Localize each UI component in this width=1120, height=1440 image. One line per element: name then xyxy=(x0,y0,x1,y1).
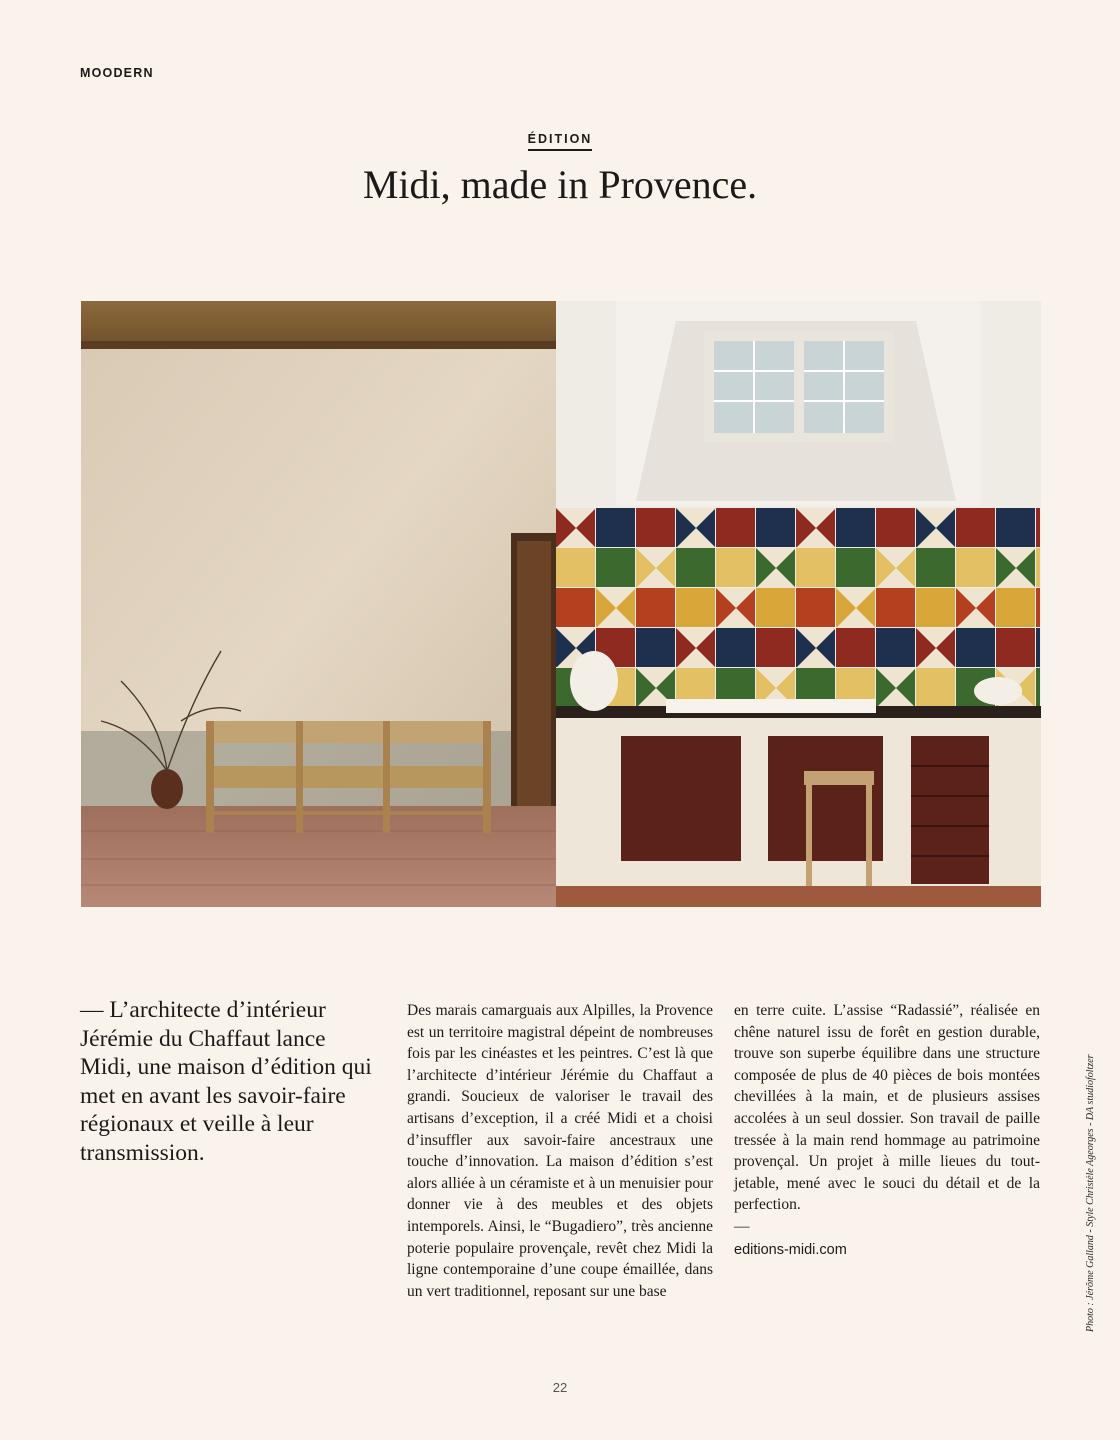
photo-spread xyxy=(81,301,1041,907)
tile xyxy=(716,628,755,667)
tile xyxy=(1036,548,1040,587)
tile xyxy=(836,508,875,547)
tile xyxy=(996,508,1035,547)
tile xyxy=(916,668,955,707)
tile xyxy=(796,548,835,587)
tile xyxy=(956,508,995,547)
tile xyxy=(716,548,755,587)
tile xyxy=(676,548,715,587)
tile xyxy=(556,548,595,587)
tile xyxy=(1036,588,1040,627)
photo-credit: Photo : Jérôme Galland - Style Christèle Ageorges - DA studiofoltzer xyxy=(1085,1054,1096,1332)
tile xyxy=(996,588,1035,627)
tile-backsplash xyxy=(556,508,1040,708)
tile xyxy=(836,548,875,587)
tile xyxy=(836,628,875,667)
tile xyxy=(596,548,635,587)
photo-bench-room xyxy=(81,301,556,907)
tile xyxy=(916,548,955,587)
end-dash: — xyxy=(734,1217,750,1235)
body-column-2-text: en terre cuite. L’assise “Radassié”, réalisée en chêne naturel issu de forêt en gestion durable, trouve son superbe équilibre dans une structure composée de plus de 40 pièces de bois montées chevillées à la main, et de plusieurs assises accolées à un seul dossier. Son travail de paille tressée à la main rend hommage au patrimoine provençal. Un projet à mille lieues du tout-jetable, mené avec le souci du détail et de la perfection. xyxy=(734,1002,1040,1214)
tile xyxy=(956,628,995,667)
tile xyxy=(996,628,1035,667)
tile xyxy=(636,508,675,547)
tile xyxy=(636,588,675,627)
tile xyxy=(596,508,635,547)
body-column-1: Des marais camarguais aux Alpilles, la Provence est un territoire magistral dépeint de nombreuses fois par les cinéastes et les peintres. C’est là que l’architecte d’intérieur Jérémie du Chaffaut a grandi. Soucieux de valoriser le travail des artisans d’exception, il a créé Midi et a choisi d’insuffler aux savoir-faire ancestraux une touche d’innovation. La maison d’édition s’est alors alliée à un céramiste et à un menuisier pour donner vie à des meubles et des objets intemporels. Ainsi, le “Bugadiero”, très ancienne poterie populaire provençale, revêt chez Midi la ligne contemporaine d’une coupe émaillée, dans un vert traditionnel, reposant sur une base xyxy=(407,1002,713,1300)
page-number: 22 xyxy=(552,1380,568,1395)
tile xyxy=(556,588,595,627)
tile xyxy=(876,508,915,547)
body-column-2 xyxy=(734,1000,1040,1261)
section-label: ÉDITION xyxy=(528,132,593,151)
tile xyxy=(636,628,675,667)
tile xyxy=(1036,628,1040,667)
tile xyxy=(756,628,795,667)
tile xyxy=(796,588,835,627)
tile xyxy=(1036,668,1040,707)
article-title: Midi, made in Provence. xyxy=(362,162,758,207)
tile xyxy=(756,588,795,627)
website-link[interactable]: editions-midi.com xyxy=(734,1241,847,1258)
tile xyxy=(676,588,715,627)
tile xyxy=(916,588,955,627)
tile xyxy=(1036,508,1040,547)
tile xyxy=(876,588,915,627)
article-lead: — L’architecte d’intérieur Jérémie du Chaffaut lance Midi, une maison d’édition qui met en avant les savoir-faire régionaux et veille à leur transmission. xyxy=(80,997,372,1166)
tile xyxy=(716,508,755,547)
tile xyxy=(876,628,915,667)
section-label-wrap xyxy=(0,130,1120,148)
tile xyxy=(956,548,995,587)
magazine-name: MOODERN xyxy=(80,66,154,80)
tile xyxy=(756,508,795,547)
photo-tiled-kitchen xyxy=(556,301,1041,907)
